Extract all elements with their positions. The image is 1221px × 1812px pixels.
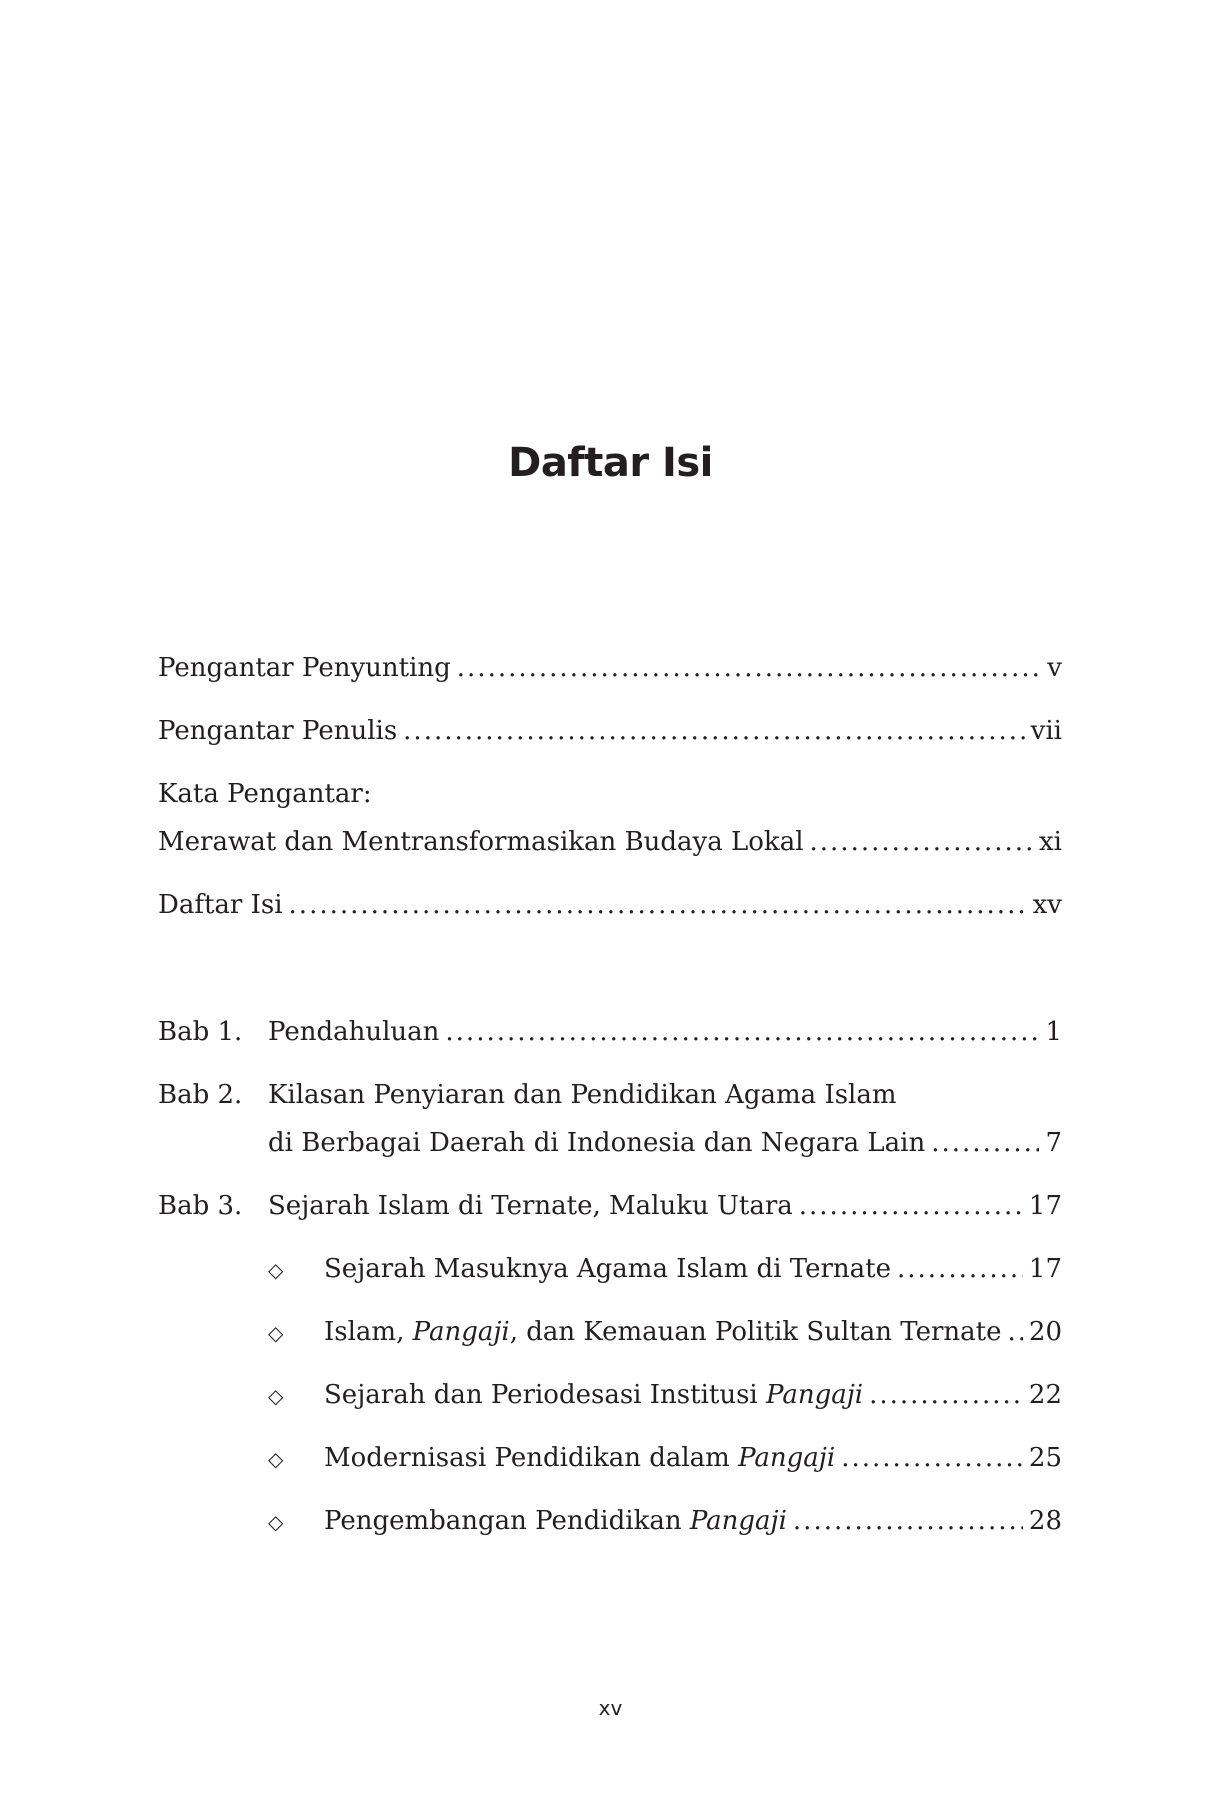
diamond-bullet-icon: ◇ xyxy=(268,1510,284,1534)
toc-entry-kata-pengantar-subtitle[interactable] xyxy=(158,822,1062,862)
toc-entry-pengantar-penulis[interactable] xyxy=(158,711,1062,751)
toc-entry-bab-3[interactable] xyxy=(158,1186,1062,1226)
dot-leader xyxy=(799,1186,1023,1226)
diamond-bullet-icon: ◇ xyxy=(268,1321,284,1345)
dot-leader xyxy=(931,1123,1039,1163)
entry-label: Daftar Isi xyxy=(158,890,283,920)
entry-label: Pengembangan Pendidikan Pangaji xyxy=(324,1506,787,1536)
toc-entry-bab-2-cont[interactable] xyxy=(158,1123,1062,1163)
diamond-bullet-icon: ◇ xyxy=(268,1384,284,1408)
dot-leader xyxy=(457,648,1042,688)
entry-page: 17 xyxy=(1028,1191,1062,1221)
entry-page: 25 xyxy=(1028,1443,1062,1473)
toc-subentry-1[interactable] xyxy=(158,1249,1062,1289)
toc-entry-pengantar-penyunting[interactable] xyxy=(158,648,1062,688)
toc-entry-bab-1[interactable] xyxy=(158,1012,1062,1052)
entry-label: Kata Pengantar: xyxy=(158,779,372,809)
entry-page: vii xyxy=(1030,716,1062,746)
entry-page: 1 xyxy=(1045,1017,1062,1047)
chapter-number: Bab 1. xyxy=(158,1017,243,1047)
entry-page: 20 xyxy=(1028,1317,1062,1347)
entry-label: di Berbagai Daerah di Indonesia dan Negara Lain xyxy=(268,1128,926,1158)
entry-label: Islam, Pangaji, dan Kemauan Politik Sultan Ternate xyxy=(324,1317,1002,1347)
entry-page: v xyxy=(1047,653,1062,683)
entry-label: Pendahuluan xyxy=(268,1017,440,1047)
toc-entry-bab-2[interactable] xyxy=(158,1075,1062,1115)
toc-subentry-2[interactable] xyxy=(158,1312,1062,1352)
diamond-bullet-icon: ◇ xyxy=(268,1447,284,1471)
entry-label: Modernisasi Pendidikan dalam Pangaji xyxy=(324,1443,836,1473)
dot-leader xyxy=(810,822,1034,862)
dot-leader xyxy=(445,1012,1039,1052)
dot-leader xyxy=(841,1438,1023,1478)
page-number: xv xyxy=(598,1696,623,1720)
entry-page: 17 xyxy=(1028,1254,1062,1284)
chapter-number: Bab 2. xyxy=(158,1080,243,1110)
entry-label: Merawat dan Mentransformasikan Budaya Lokal xyxy=(158,827,804,857)
dot-leader xyxy=(1007,1312,1022,1352)
entry-label: Pengantar Penulis xyxy=(158,716,398,746)
dot-leader xyxy=(793,1501,1023,1541)
page-title: Daftar Isi xyxy=(508,440,713,486)
entry-label: Sejarah dan Periodesasi Institusi Pangaji xyxy=(324,1380,864,1410)
toc-entry-kata-pengantar[interactable] xyxy=(158,774,1062,814)
entry-page: 28 xyxy=(1028,1506,1062,1536)
toc-subentry-3[interactable] xyxy=(158,1375,1062,1415)
diamond-bullet-icon: ◇ xyxy=(268,1258,284,1282)
dot-leader xyxy=(869,1375,1023,1415)
entry-label: Sejarah Masuknya Agama Islam di Ternate xyxy=(324,1254,891,1284)
dot-leader xyxy=(897,1249,1023,1289)
entry-page: xi xyxy=(1039,827,1062,857)
toc-subentry-4[interactable] xyxy=(158,1438,1062,1478)
entry-label: Sejarah Islam di Ternate, Maluku Utara xyxy=(268,1191,793,1221)
toc-entry-daftar-isi[interactable] xyxy=(158,885,1062,925)
entry-page: 22 xyxy=(1028,1380,1062,1410)
dot-leader xyxy=(289,885,1027,925)
chapter-number: Bab 3. xyxy=(158,1191,243,1221)
entry-label: Pengantar Penyunting xyxy=(158,653,451,683)
dot-leader xyxy=(403,711,1025,751)
entry-label: Kilasan Penyiaran dan Pendidikan Agama Islam xyxy=(268,1080,897,1110)
entry-page: 7 xyxy=(1045,1128,1062,1158)
toc-subentry-5[interactable] xyxy=(158,1501,1062,1541)
entry-page: xv xyxy=(1032,890,1062,920)
